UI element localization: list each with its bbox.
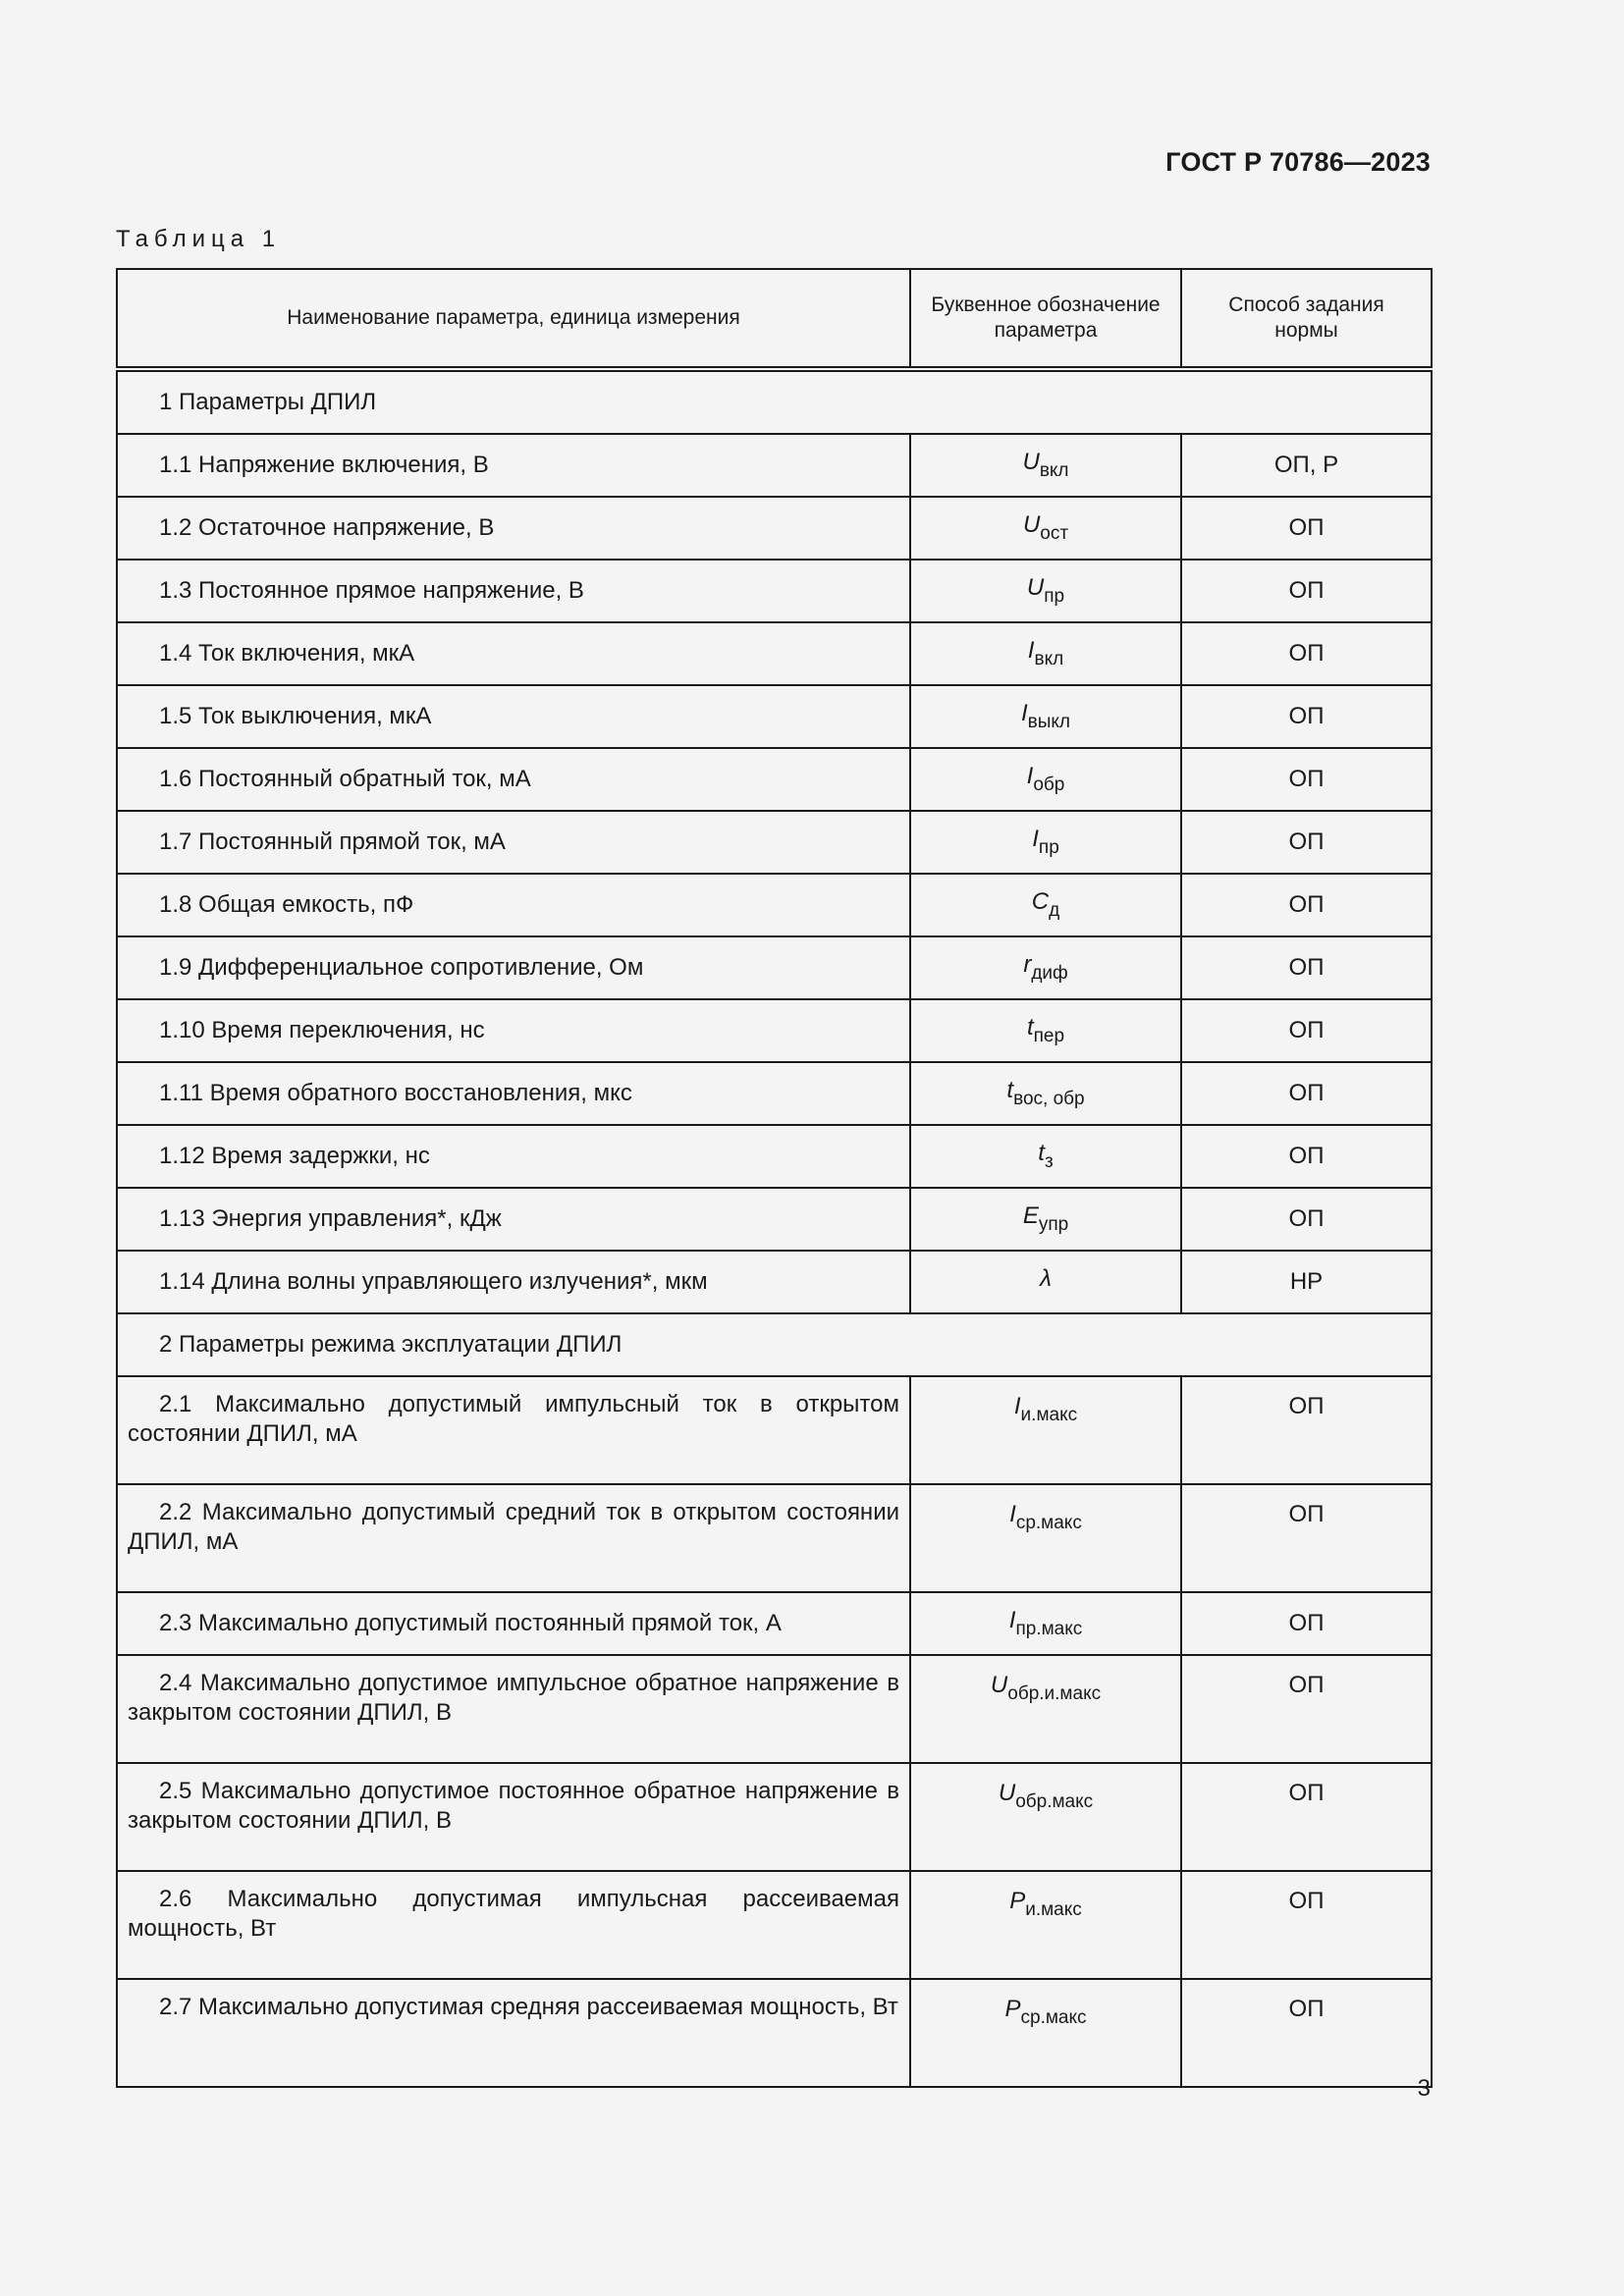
symbol-letter: I [1026, 763, 1034, 789]
table-row [117, 685, 1432, 748]
parameter-name: 1.2 Остаточное напряжение, В [117, 497, 910, 560]
symbol-letter: I [1008, 1607, 1016, 1633]
norm-method: ОП [1181, 1979, 1432, 2087]
symbol-letter: U [1022, 449, 1040, 475]
parameter-name: 1.7 Постоянный прямой ток, мА [117, 811, 910, 874]
norm-method: ОП [1181, 1125, 1432, 1188]
norm-method: ОП [1181, 1484, 1432, 1592]
parameter-symbol [910, 1655, 1181, 1763]
parameter-name: 1.11 Время обратного восстановления, мкс [117, 1062, 910, 1125]
parameter-symbol [910, 685, 1181, 748]
symbol-letter: I [1027, 637, 1035, 664]
table-row [117, 811, 1432, 874]
symbol-subscript: вос, обр [1013, 1089, 1085, 1109]
parameter-name: 2.3 Максимально допустимый постоянный прямой ток, А [117, 1592, 910, 1655]
symbol-letter: U [998, 1780, 1016, 1806]
section-title: 2 Параметры режима эксплуатации ДПИЛ [117, 1313, 1432, 1376]
parameter-name: 1.10 Время переключения, нс [117, 999, 910, 1062]
norm-method: НР [1181, 1251, 1432, 1313]
symbol-subscript: ср.макс [1015, 1513, 1082, 1533]
norm-method: ОП [1181, 497, 1432, 560]
parameter-name: 1.3 Постоянное прямое напряжение, В [117, 560, 910, 622]
symbol-letter: U [1026, 574, 1045, 601]
symbol-subscript: обр [1033, 774, 1065, 795]
table-row [117, 748, 1432, 811]
symbol-letter: I [1013, 1393, 1021, 1419]
parameter-name: 1.6 Постоянный обратный ток, мА [117, 748, 910, 811]
parameter-name: 2.7 Максимально допустимая средняя рассеиваемая мощность, Вт [117, 1979, 910, 2087]
symbol-subscript: и.макс [1025, 1899, 1082, 1920]
symbol-subscript: ост [1040, 523, 1069, 544]
norm-method: ОП [1181, 748, 1432, 811]
norm-method: ОП, Р [1181, 434, 1432, 497]
symbol-letter: I [1009, 1501, 1016, 1527]
norm-method: ОП [1181, 685, 1432, 748]
parameter-name: 2.1 Максимально допустимый импульсный ток в открытом состоянии ДПИЛ, мА [117, 1376, 910, 1484]
parameter-symbol [910, 811, 1181, 874]
norm-method: ОП [1181, 1871, 1432, 1979]
table-row [117, 1655, 1432, 1763]
parameter-symbol [910, 1979, 1181, 2087]
table-row [117, 1376, 1432, 1484]
parameter-name: 2.2 Максимально допустимый средний ток в открытом состоянии ДПИЛ, мА [117, 1484, 910, 1592]
table-row [117, 1125, 1432, 1188]
symbol-subscript: д [1049, 900, 1060, 921]
header-method [1181, 269, 1432, 369]
symbol-subscript: и.макс [1020, 1405, 1078, 1425]
norm-method: ОП [1181, 1592, 1432, 1655]
table-header-row [117, 269, 1432, 369]
section-row [117, 1313, 1432, 1376]
parameters-table [116, 268, 1433, 2088]
symbol-letter: P [1009, 1888, 1026, 1914]
parameter-name: 1.14 Длина волны управляющего излучения*, мкм [117, 1251, 910, 1313]
symbol-subscript: пр [1044, 586, 1065, 607]
parameter-name: 1.12 Время задержки, нс [117, 1125, 910, 1188]
table-row [117, 1763, 1432, 1871]
parameter-name: 2.6 Максимально допустимая импульсная рассеиваемая мощность, Вт [117, 1871, 910, 1979]
table-row [117, 874, 1432, 936]
parameter-name: 2.4 Максимально допустимое импульсное обратное напряжение в закрытом состоянии ДПИЛ, В [117, 1655, 910, 1763]
header-symbol [910, 269, 1181, 369]
symbol-letter: C [1031, 888, 1050, 915]
symbol-subscript: упр [1038, 1214, 1069, 1235]
norm-method: ОП [1181, 936, 1432, 999]
section-title: 1 Параметры ДПИЛ [117, 369, 1432, 434]
table-row [117, 622, 1432, 685]
symbol-subscript: обр.макс [1015, 1791, 1094, 1812]
parameter-symbol [910, 999, 1181, 1062]
parameter-symbol [910, 1592, 1181, 1655]
symbol-letter: t [1026, 1014, 1034, 1041]
parameter-name: 1.9 Дифференциальное сопротивление, Ом [117, 936, 910, 999]
norm-method: ОП [1181, 560, 1432, 622]
symbol-letter: t [1006, 1077, 1014, 1103]
header-symbol-line1: Буквенное обозначение [931, 294, 1161, 316]
table-row [117, 434, 1432, 497]
symbol-subscript: выкл [1027, 712, 1071, 732]
parameter-symbol [910, 560, 1181, 622]
parameter-symbol [910, 1188, 1181, 1251]
header-method-line2: нормы [1274, 319, 1338, 342]
parameter-symbol [910, 1484, 1181, 1592]
norm-method: ОП [1181, 874, 1432, 936]
parameter-symbol [910, 1062, 1181, 1125]
parameter-symbol [910, 1763, 1181, 1871]
symbol-letter: I [1020, 700, 1028, 726]
parameter-name: 1.1 Напряжение включения, В [117, 434, 910, 497]
parameter-symbol [910, 497, 1181, 560]
page-number: 3 [1417, 2075, 1431, 2102]
parameter-symbol [910, 748, 1181, 811]
symbol-letter: r [1023, 951, 1032, 978]
parameter-name: 1.4 Ток включения, мкА [117, 622, 910, 685]
parameter-symbol [910, 622, 1181, 685]
parameter-symbol [910, 1376, 1181, 1484]
parameter-symbol [910, 1251, 1181, 1313]
section-row [117, 369, 1432, 434]
symbol-subscript: пр [1038, 837, 1059, 858]
table-row [117, 1871, 1432, 1979]
norm-method: ОП [1181, 1655, 1432, 1763]
table-row [117, 1484, 1432, 1592]
symbol-letter: t [1038, 1140, 1045, 1166]
symbol-letter: λ [1040, 1265, 1052, 1292]
header-method-line1: Способ задания [1228, 294, 1384, 316]
table-row [117, 936, 1432, 999]
norm-method: ОП [1181, 811, 1432, 874]
parameter-name: 2.5 Максимально допустимое постоянное обратное напряжение в закрытом состоянии ДПИЛ, В [117, 1763, 910, 1871]
table-row [117, 1188, 1432, 1251]
symbol-subscript: з [1044, 1151, 1054, 1172]
symbol-subscript: пер [1033, 1026, 1065, 1046]
parameter-symbol [910, 1871, 1181, 1979]
norm-method: ОП [1181, 999, 1432, 1062]
symbol-letter: I [1032, 826, 1039, 852]
symbol-subscript: ср.макс [1020, 2007, 1087, 2028]
document-code: ГОСТ Р 70786—2023 [1165, 147, 1431, 177]
parameter-name: 1.5 Ток выключения, мкА [117, 685, 910, 748]
header-symbol-line2: параметра [994, 319, 1098, 342]
symbol-subscript: пр.макс [1015, 1619, 1083, 1639]
table-row [117, 1251, 1432, 1313]
symbol-letter: P [1004, 1996, 1021, 2022]
symbol-subscript: диф [1031, 963, 1068, 984]
norm-method: ОП [1181, 1763, 1432, 1871]
symbol-subscript: вкл [1034, 649, 1064, 669]
table-row [117, 1979, 1432, 2087]
symbol-subscript: вкл [1039, 460, 1069, 481]
table-row [117, 1062, 1432, 1125]
symbol-letter: U [1022, 511, 1041, 538]
parameter-name: 1.13 Энергия управления*, кДж [117, 1188, 910, 1251]
norm-method: ОП [1181, 1062, 1432, 1125]
symbol-letter: E [1022, 1202, 1039, 1229]
parameter-symbol [910, 1125, 1181, 1188]
norm-method: ОП [1181, 622, 1432, 685]
header-name: Наименование параметра, единица измерения [117, 269, 910, 369]
table-row [117, 560, 1432, 622]
parameter-symbol [910, 434, 1181, 497]
symbol-letter: U [990, 1672, 1008, 1698]
norm-method: ОП [1181, 1376, 1432, 1484]
symbol-subscript: обр.и.макс [1007, 1683, 1102, 1704]
table-row [117, 497, 1432, 560]
norm-method: ОП [1181, 1188, 1432, 1251]
table-title: Таблица 1 [116, 226, 282, 252]
table-row [117, 999, 1432, 1062]
table-row [117, 1592, 1432, 1655]
parameter-symbol [910, 874, 1181, 936]
parameter-symbol [910, 936, 1181, 999]
parameter-name: 1.8 Общая емкость, пФ [117, 874, 910, 936]
